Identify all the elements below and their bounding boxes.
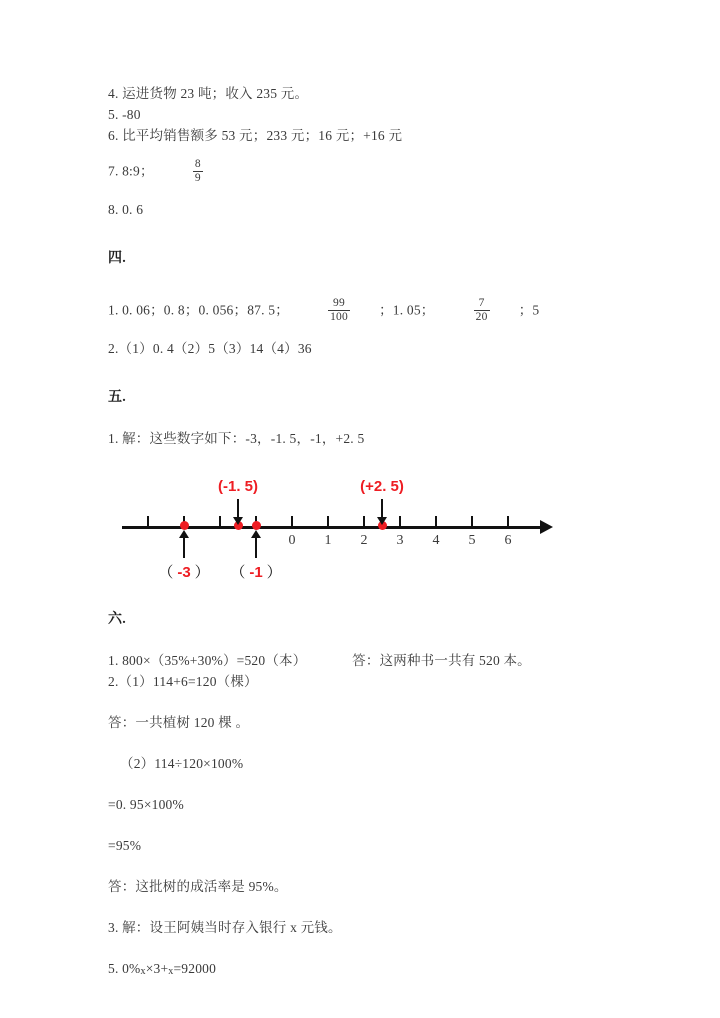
axis-tick (435, 516, 437, 527)
axis-label: 5 (468, 532, 476, 548)
axis-arrow-icon (540, 520, 553, 534)
final-eq-mid: ×3+ (145, 960, 169, 976)
section-six-line-1-answer: 答：这两种书一共有 520 本。 (352, 652, 531, 668)
callout-arrow-down-icon (381, 499, 383, 519)
paren-open: （ (230, 563, 246, 581)
section-four-item-1 (108, 298, 608, 325)
axis-label: 6 (504, 532, 512, 548)
fraction-numerator: 99 (333, 296, 345, 309)
section-four-item-1-suffix: ；5 (518, 302, 540, 318)
section-four-item-1-mid: ；1. 05； (379, 302, 435, 318)
section-heading-four: 四. (108, 250, 126, 266)
fraction-denominator: 100 (330, 310, 348, 323)
section-four-item-1-prefix: 1. 0. 06；0. 8；0. 056；87. 5； (108, 302, 289, 318)
answer-item-7-prefix: 7. 8:9； (108, 163, 154, 179)
final-eq-suffix: =92000 (173, 960, 217, 976)
answer-item-4: 4. 运进货物 23 吨；收入 235 元。 (108, 86, 309, 101)
section-six-final-equation (108, 959, 608, 980)
answer-item-8: 8. 0. 6 (108, 201, 144, 217)
fraction-denominator: 9 (194, 171, 201, 184)
axis-tick (147, 516, 149, 527)
final-eq-sub1: x (140, 965, 146, 977)
callout-arrow-down-icon (237, 499, 239, 519)
point-callout-label (158, 561, 209, 582)
section-six-line-4: （2）114÷120×100% (120, 755, 244, 771)
fraction-99-100 (328, 297, 350, 324)
section-heading-five: 五. (108, 389, 126, 405)
section-six-line-1 (108, 651, 608, 670)
callout-arrow-up-icon (183, 538, 185, 558)
axis-label: 0 (288, 532, 296, 548)
answer-item-7 (108, 159, 608, 186)
section-six-line-5: =0. 95×100% (108, 796, 184, 812)
axis-tick (363, 516, 365, 527)
fraction-denominator: 20 (475, 310, 488, 323)
number-line-point (252, 521, 261, 530)
section-heading-six: 六. (108, 611, 126, 627)
answer-item-5: 5. -80 (108, 107, 141, 122)
axis-tick (399, 516, 401, 527)
point-callout-label: (+2. 5) (360, 477, 404, 495)
point-callout-label (230, 561, 281, 582)
page-content (108, 84, 608, 980)
paren-close: ） (194, 563, 210, 581)
paren-close: ） (266, 563, 282, 581)
section-six-line-7: 答：这批树的成活率是 95%。 (108, 878, 288, 894)
axis-tick (219, 516, 221, 527)
paren-open: （ (158, 563, 174, 581)
section-four-item-2: 2.（1）0. 4（2）5（3）14（4）36 (108, 340, 312, 356)
final-eq-sub2: x (168, 965, 174, 977)
section-six-line-1-expr: 1. 800×（35%+30%）=520（本） (108, 652, 307, 668)
fraction-7-20 (474, 297, 490, 324)
point-value: -3 (177, 563, 191, 581)
point-callout-label: (-1. 5) (217, 477, 259, 495)
callout-arrow-up-icon (255, 538, 257, 558)
section-five-item-1: 1. 解：这些数字如下：-3，-1. 5，-1，+2. 5 (108, 430, 365, 446)
axis-tick (291, 516, 293, 527)
answer-item-6: 6. 比平均销售额多 53 元；233 元；16 元；+16 元 (108, 128, 403, 143)
axis-label: 1 (324, 532, 332, 548)
axis-tick (327, 516, 329, 527)
point-value: -1 (249, 563, 263, 581)
final-eq-prefix: 5. 0% (108, 960, 141, 976)
axis-label: 2 (360, 532, 368, 548)
axis-label: 4 (432, 532, 440, 548)
axis-tick (507, 516, 509, 527)
axis-label: 3 (396, 532, 404, 548)
section-six-line-2: 2.（1）114+6=120（棵） (108, 673, 258, 689)
fraction-8-9 (193, 158, 203, 185)
fraction-numerator: 7 (478, 296, 485, 309)
axis-tick (471, 516, 473, 527)
fraction-numerator: 8 (194, 158, 201, 170)
number-line-figure (108, 466, 608, 596)
section-six-line-6: =95% (108, 837, 142, 853)
section-six-line-3: 答：一共植树 120 棵 。 (108, 714, 250, 730)
number-line-point (180, 521, 189, 530)
section-six-line-8: 3. 解：设王阿姨当时存入银行 x 元钱。 (108, 919, 342, 935)
